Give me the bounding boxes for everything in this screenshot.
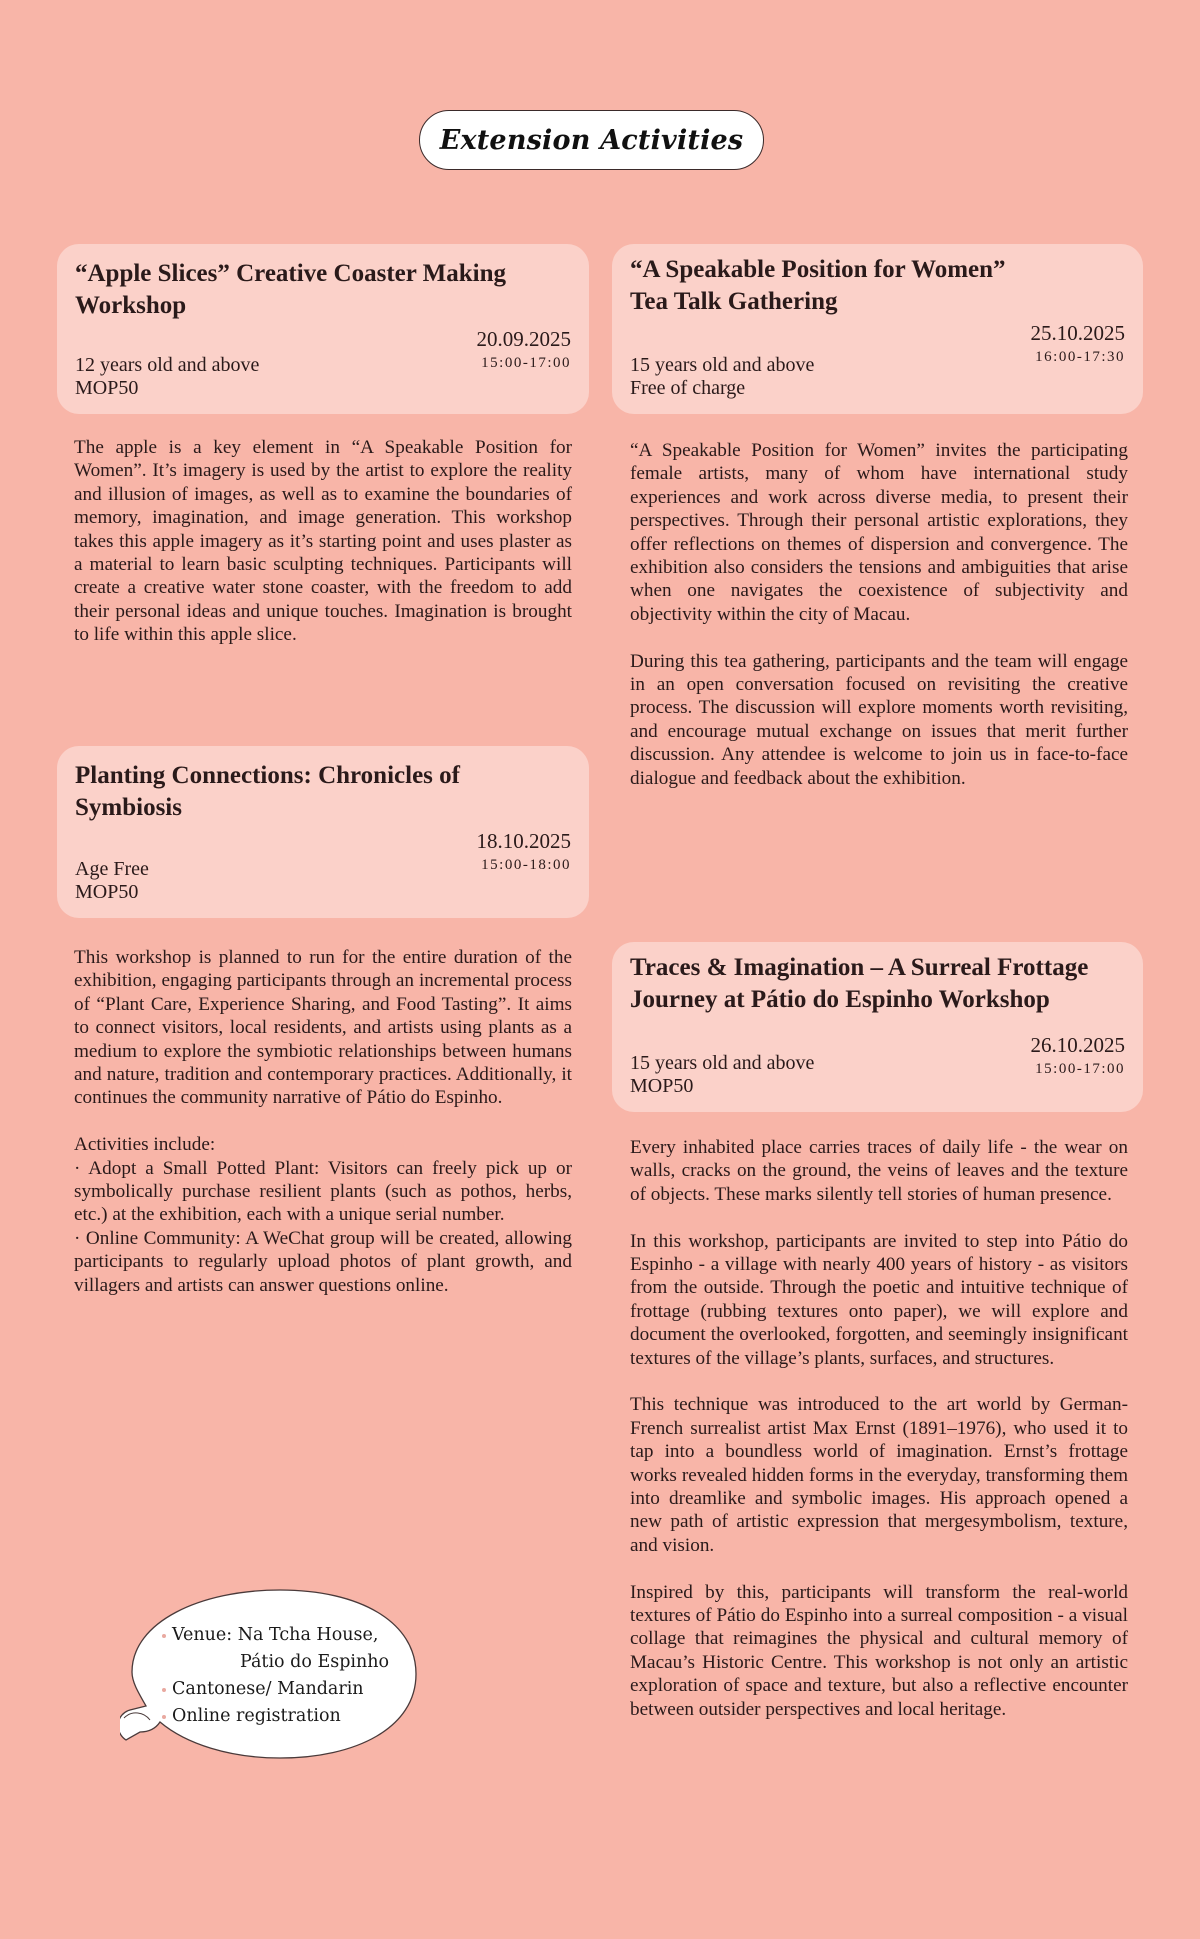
- activity-title-line1: “A Speakable Position for Women”: [630, 256, 1006, 283]
- description-paragraph: Every inhabited place carries traces of daily life - the wear on walls, cracks on the ground, the veins of leaves and the texture of objects. These marks silently tell stories of human presence.: [630, 1137, 1128, 1205]
- activity-meta: [630, 354, 814, 400]
- activity-title: “Apple Slices” Creative Coaster Making Workshop: [75, 260, 506, 319]
- activity-schedule: [477, 828, 572, 876]
- activity-title: Planting Connections: Chronicles of Symbiosis: [75, 762, 460, 821]
- activity-card-planting-connections: [57, 746, 589, 918]
- description-paragraph: “A Speakable Position for Women” invites the participating female artists, many of whom have international study experiences and work across diverse media, to present their perspectives. Through their personal artistic explorations, they offer reflections on themes of dispersion and convergence. The exhibition also considers the tensions and ambiguities that arise when one navigates the coexistence of subjectivity and objectivity within the city of Macau.: [630, 440, 1128, 625]
- description-paragraph: In this workshop, participants are invited to step into Pátio do Espinho - a village with nearly 400 years of history - as visitors from the outside. Through the poetic and intuitive technique of frottage (rubbing textures onto paper), we will explore and document the overlooked, forgotten, and seemingly insignificant textures of the village’s plants, surfaces, and structures.: [630, 1230, 1128, 1369]
- activity-meta: [75, 354, 259, 400]
- activity-title: [630, 254, 1125, 318]
- activity-time: 15:00-18:00: [481, 857, 571, 873]
- activity-schedule: [1031, 1032, 1126, 1080]
- activity-schedule: [1031, 320, 1126, 368]
- activity-date: 18.10.2025: [476, 829, 571, 853]
- info-speech-bubble: [120, 1582, 420, 1762]
- activity-time: 16:00-17:30: [1035, 349, 1125, 365]
- activity-description: [74, 436, 572, 647]
- activity-card-apple-slices: [57, 244, 589, 414]
- description-paragraph: This technique was introduced to the art world by German-French surrealist artist Max Ernst (1891–1976), who used it to tap into a boundless world of imagination. Ernst’s frottage works revealed hidden forms in the everyday, transforming them into dreamlike and symbolic images. His approach opened a new path of artistic expression that mergesymbolism, texture, and vision.: [630, 1394, 1128, 1556]
- activity-fee: MOP50: [75, 377, 139, 399]
- activity-fee: Free of charge: [630, 377, 746, 399]
- activity-title: Traces & Imagination – A Surreal Frottage Journey at Pátio do Espinho Workshop: [630, 954, 1089, 1013]
- activity-fee: MOP50: [75, 881, 139, 903]
- activity-time: 15:00-17:00: [481, 355, 571, 371]
- activity-description: [74, 946, 572, 1297]
- activity-age: 15 years old and above: [630, 354, 815, 376]
- description-paragraph: This workshop is planned to run for the entire duration of the exhibition, engaging participants through an incremental process of “Plant Care, Experience Sharing, and Food Tasting”. It aims to connect visitors, local residents, and artists using plants as a medium to explore the symbiotic relationships between humans and nature, tradition and contemporary practices. Additionally, it continues the community narrative of Pátio do Espinho.: [74, 947, 572, 1109]
- activity-date: 20.09.2025: [476, 327, 571, 351]
- language-item: Cantonese/ Mandarin: [162, 1676, 389, 1703]
- registration-item: Online registration: [162, 1703, 389, 1730]
- venue-line1: Venue: Na Tcha House,: [172, 1625, 379, 1645]
- description-paragraph: The apple is a key element in “A Speakable Position for Women”. It’s imagery is used by the artist to explore the reality and illusion of images, as well as to examine the boundaries of memory, imagination, and image generation. This workshop takes this apple imagery as it’s starting point and uses plaster as a material to learn basic sculpting techniques. Participants will create a creative water stone coaster, with the freedom to add their personal ideas and unique touches. Imagination is brought to life within this apple slice.: [74, 437, 572, 646]
- activity-list-item: · Adopt a Small Potted Plant: Visitors can freely pick up or symbolically purchase resilient plants (such as pothos, herbs, etc.) at the exhibition, each with a unique serial number.: [74, 1157, 572, 1226]
- activity-date: 25.10.2025: [1030, 321, 1125, 345]
- activity-meta: [75, 858, 149, 904]
- activity-card-tea-talk: [612, 244, 1143, 414]
- activity-fee: MOP50: [630, 1075, 694, 1097]
- activity-list-item: · Online Community: A WeChat group will be created, allowing participants to regularly upload photos of plant growth, and villagers and artists can answer questions online.: [74, 1227, 572, 1296]
- activity-age: Age Free: [75, 858, 149, 880]
- activity-meta: [630, 1052, 814, 1098]
- activities-heading: Activities include:: [74, 1134, 216, 1156]
- activity-date: 26.10.2025: [1030, 1033, 1125, 1057]
- section-title-pill: [419, 110, 764, 170]
- venue-item: [162, 1622, 389, 1676]
- venue-line2: Pátio do Espinho: [240, 1652, 390, 1672]
- activity-age: 15 years old and above: [630, 1052, 815, 1074]
- activity-description: [630, 439, 1128, 790]
- description-paragraph: Inspired by this, participants will transform the real-world textures of Pátio do Espinho into a surreal composition - a visual collage that reimagines the physical and cultural memory of Macau’s Historic Centre. This workshop is not only an artistic exploration of space and texture, but also a reflective encounter between outsider perspectives and local heritage.: [630, 1581, 1128, 1720]
- event-info-list: [162, 1622, 389, 1730]
- section-title: Extension Activities: [439, 124, 744, 156]
- activity-schedule: [477, 326, 572, 374]
- activity-age: 12 years old and above: [75, 354, 260, 376]
- activity-time: 15:00-17:00: [1035, 1061, 1125, 1077]
- activity-title-line2: Tea Talk Gathering: [630, 288, 838, 315]
- activity-description: [630, 1136, 1128, 1721]
- description-paragraph: During this tea gathering, participants and the team will engage in an open conversation focused on revisiting the creative process. The discussion will explore moments worth revisiting, and encourage mutual exchange on issues that merit further discussion. Any attendee is welcome to join us in face-to-face dialogue and feedback about the exhibition.: [630, 650, 1128, 789]
- activities-list: [74, 1133, 572, 1297]
- activity-card-traces-imagination: [612, 942, 1143, 1112]
